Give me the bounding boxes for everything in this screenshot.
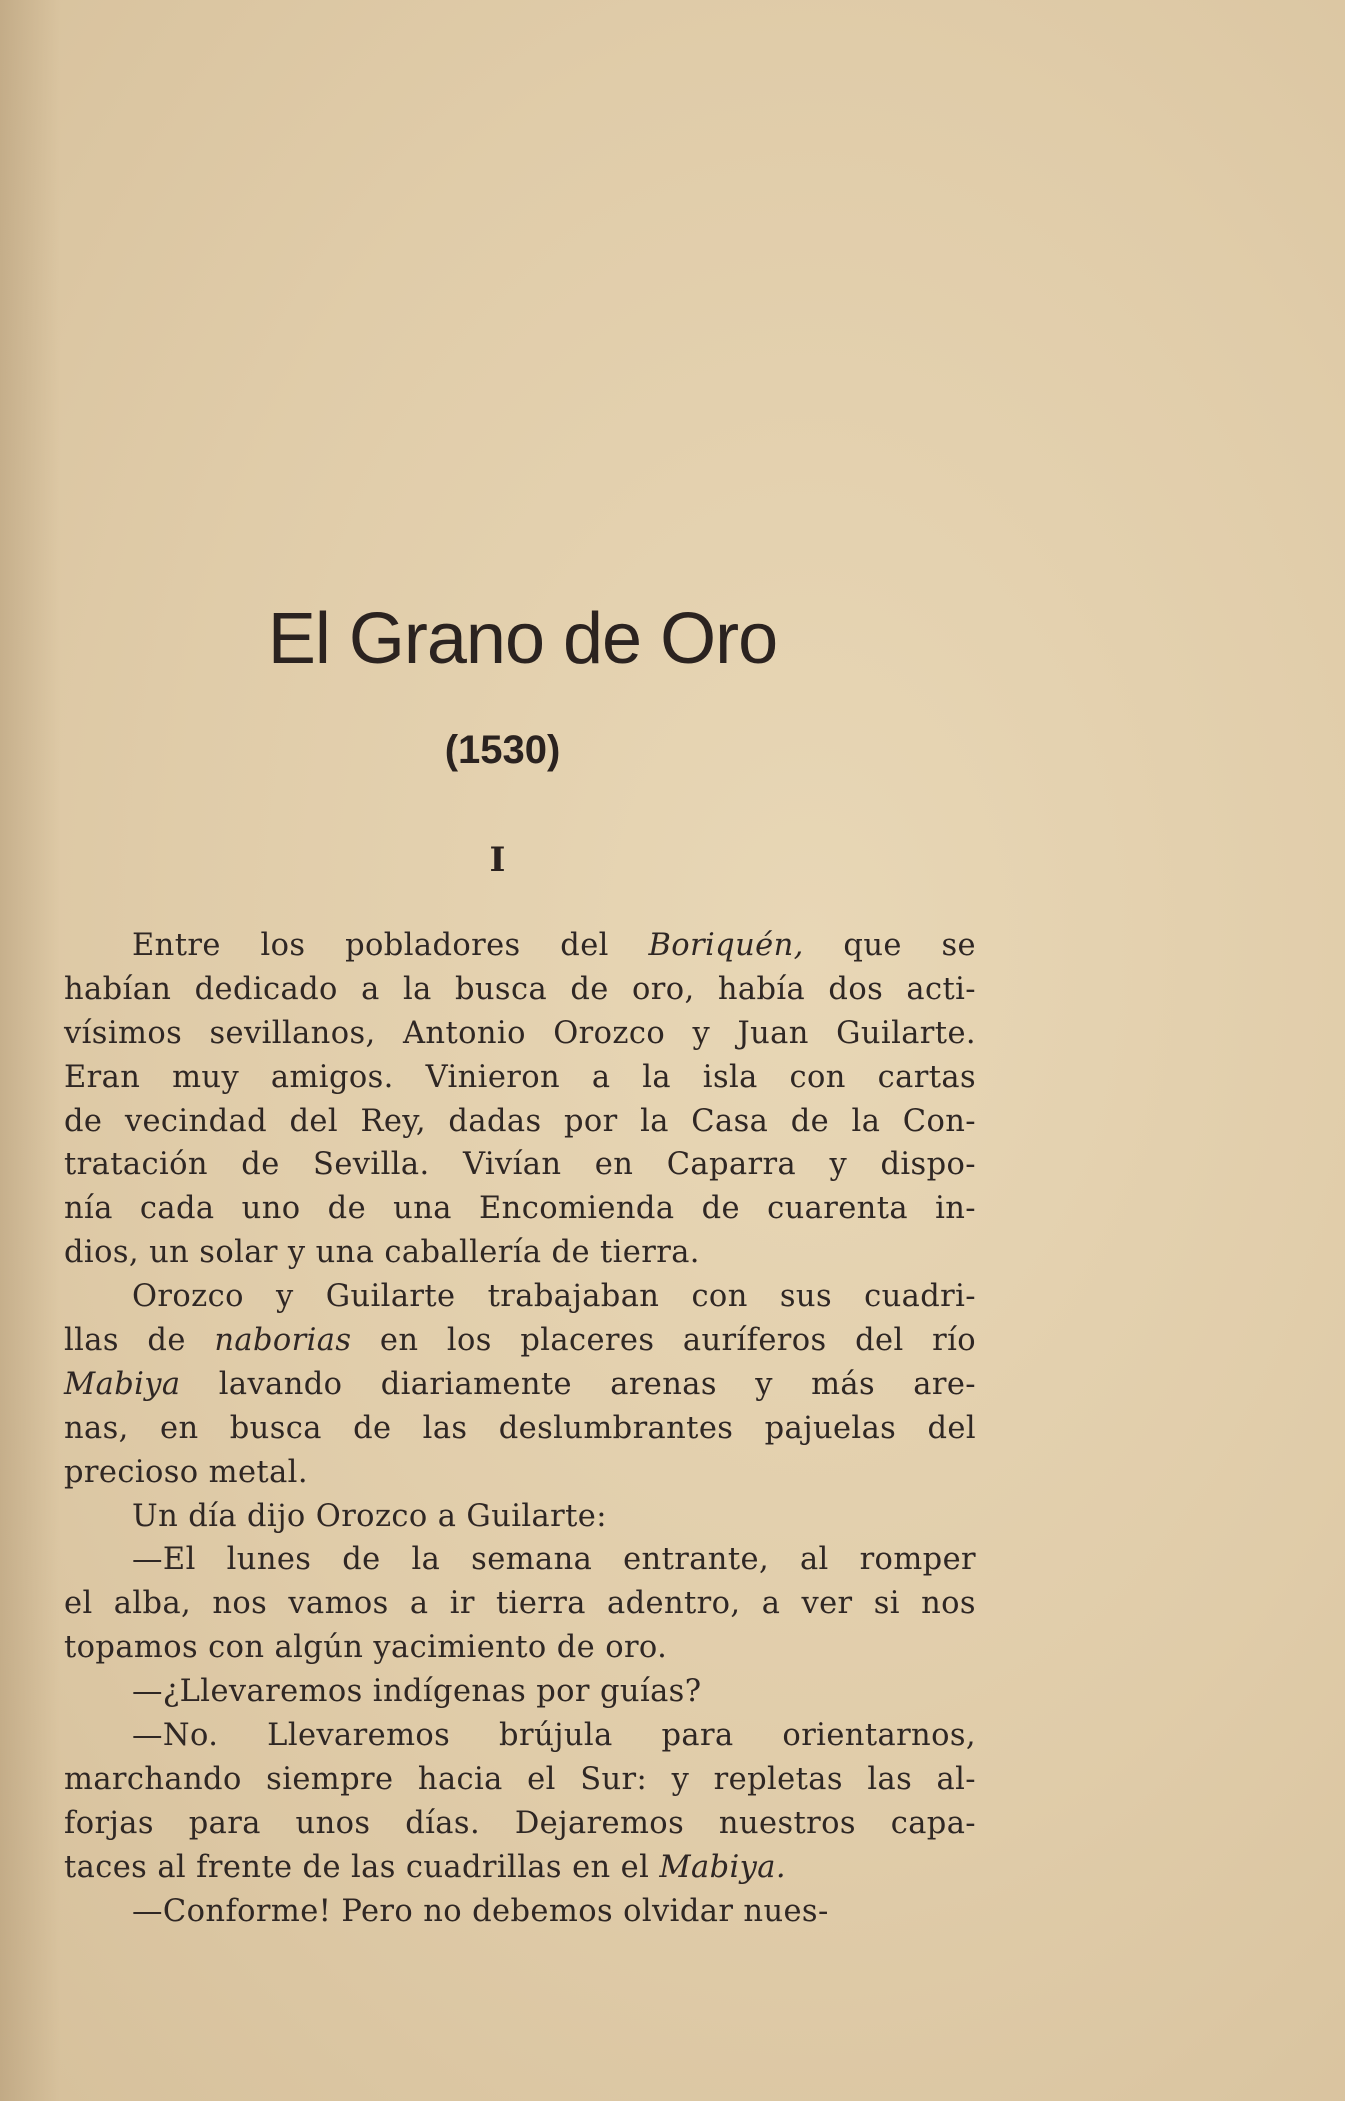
text-line: vísimos sevillanos, Antonio Orozco y Juan Guilarte. — [64, 1015, 976, 1051]
text-line: Eran muy amigos. Vinieron a la isla con cartas — [64, 1059, 976, 1095]
section-numeral: I — [489, 840, 506, 880]
text-line: Entre los pobladores del Boriquén, que se — [132, 928, 976, 963]
italic-term: naborias — [214, 1323, 352, 1359]
text-line: dios, un solar y una caballería de tierra. — [64, 1235, 700, 1271]
text-line: marchando siempre hacia el Sur: y repletas las al- — [64, 1761, 976, 1797]
text-line: habían dedicado a la busca de oro, había dos acti- — [64, 971, 976, 1007]
text-line: —No. Llevaremos brújula para orientarnos, — [132, 1718, 976, 1754]
italic-term: Mabiya. — [659, 1849, 786, 1885]
text-line: nía cada uno de una Encomienda de cuarenta in- — [64, 1191, 976, 1227]
text-line: nas, en busca de las deslumbrantes pajuelas del — [64, 1410, 976, 1446]
text-line: tratación de Sevilla. Vivían en Caparra y dispo- — [64, 1147, 976, 1183]
text-line: —Conforme! Pero no debemos olvidar nues- — [132, 1893, 829, 1929]
italic-term: Boriquén, — [648, 928, 804, 963]
italic-term: Mabiya — [64, 1366, 181, 1402]
text-line: Orozco y Guilarte trabajaban con sus cuadri- — [132, 1279, 976, 1315]
text-line: llas de naborias en los placeres auríferos del río — [64, 1323, 977, 1359]
text-line: forjas para unos días. Dejaremos nuestros capa- — [64, 1805, 976, 1841]
text-line: el alba, nos vamos a ir tierra adentro, a ver si nos — [64, 1586, 976, 1622]
text-line: taces al frente de las cuadrillas en el Mabiya. — [64, 1849, 786, 1885]
text-line: de vecindad del Rey, dadas por la Casa de la Con- — [64, 1103, 976, 1139]
text-line: —¿Llevaremos indígenas por guías? — [132, 1674, 702, 1710]
text-line: Mabiya lavando diariamente arenas y más are- — [64, 1366, 976, 1402]
chapter-year: (1530) — [444, 728, 561, 772]
chapter-title: El Grano de Oro — [267, 599, 778, 679]
text-line: precioso metal. — [64, 1454, 308, 1490]
text-line: —El lunes de la semana entrante, al romper — [132, 1542, 976, 1578]
text-line: topamos con algún yacimiento de oro. — [64, 1630, 668, 1666]
text-line: Un día dijo Orozco a Guilarte: — [132, 1498, 607, 1534]
body-text — [64, 924, 976, 1933]
